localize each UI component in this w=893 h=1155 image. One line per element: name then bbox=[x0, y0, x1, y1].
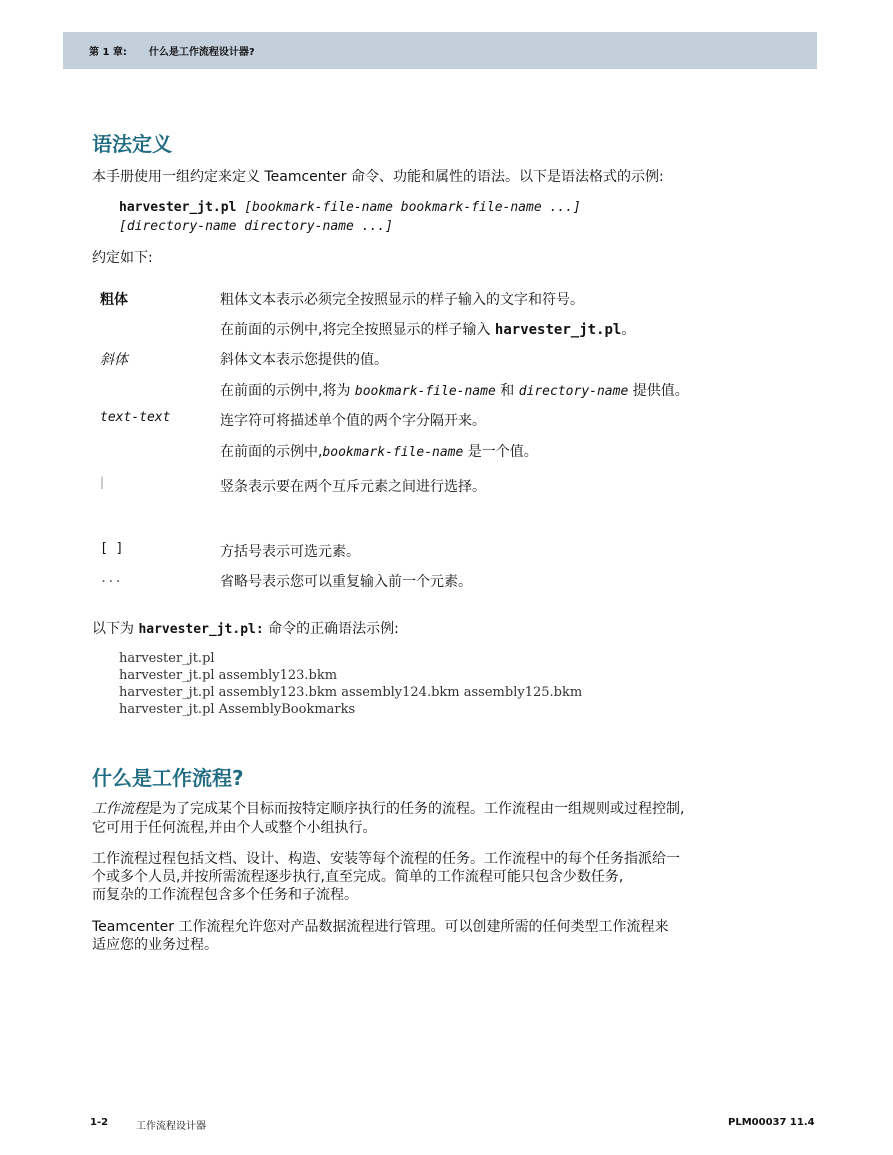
workflow-paragraph-3-line2: 适应您的业务过程。 bbox=[92, 937, 218, 953]
code-line: harvester_jt.pl assembly123.bkm assembly124.bkm assembly125.bkm bbox=[119, 685, 583, 700]
section-heading-syntax: 语法定义 bbox=[92, 132, 172, 156]
example-code: harvester_jt.pl bbox=[494, 322, 622, 338]
workflow-paragraph-1-line1 bbox=[92, 801, 684, 818]
convention-example-italic bbox=[220, 380, 689, 400]
example-code: directory-name bbox=[518, 384, 629, 399]
chapter-header-bar bbox=[63, 32, 817, 69]
convention-example-hyphen bbox=[220, 441, 538, 461]
example-text: 是一个值。 bbox=[463, 444, 538, 460]
code-line: harvester_jt.pl bbox=[119, 651, 215, 666]
workflow-paragraph-2-line2: 个或多个人员,并按所需流程逐步执行,直至完成。简单的工作流程可能只包含少数任务, bbox=[92, 869, 624, 885]
workflow-paragraph-1-line2: 它可用于任何流程,并由个人或整个小组执行。 bbox=[92, 820, 377, 836]
footer-doc-title: 工作流程设计器 bbox=[136, 1121, 206, 1132]
intro-paragraph: 本手册使用一组约定来定义 Teamcenter 命令、功能和属性的语法。以下是语法格式的示例: bbox=[92, 169, 664, 185]
convention-term-ellipsis: ... bbox=[100, 571, 122, 585]
example-intro-text: 命令的正确语法示例: bbox=[263, 621, 399, 637]
convention-desc-brackets: 方括号表示可选元素。 bbox=[220, 544, 360, 560]
example-text: 。 bbox=[621, 322, 636, 338]
example-text: 和 bbox=[495, 383, 519, 399]
convention-term-italic: 斜体 bbox=[100, 352, 128, 368]
example-text: 在前面的示例中,将完全按照显示的样子输入 bbox=[220, 322, 495, 338]
convention-term-pipe: | bbox=[100, 475, 105, 489]
workflow-term: 工作流程 bbox=[92, 801, 148, 817]
syntax-command: harvester_jt.pl bbox=[119, 200, 237, 215]
workflow-paragraph-3-line1: Teamcenter 工作流程允许您对产品数据流程进行管理。可以创建所需的任何类型工作流程来 bbox=[92, 919, 669, 935]
code-line: harvester_jt.pl AssemblyBookmarks bbox=[119, 702, 356, 717]
convention-desc-bold: 粗体文本表示必须完全按照显示的样子输入的文字和符号。 bbox=[220, 292, 584, 308]
convention-term-bold: 粗体 bbox=[100, 292, 128, 308]
paragraph-text: 是为了完成某个目标而按特定顺序执行的任务的流程。工作流程由一组规则或过程控制, bbox=[148, 801, 685, 817]
example-intro-text: 以下为 bbox=[92, 621, 139, 637]
workflow-paragraph-2-line3: 而复杂的工作流程包含多个任务和子流程。 bbox=[92, 887, 358, 903]
convention-desc-pipe: 竖条表示要在两个互斥元素之间进行选择。 bbox=[220, 479, 486, 495]
example-text: 在前面的示例中,将为 bbox=[220, 383, 355, 399]
workflow-paragraph-2-line1: 工作流程过程包括文档、设计、构造、安装等每个流程的任务。工作流程中的每个任务指派给一 bbox=[92, 851, 680, 867]
convention-desc-ellipsis: 省略号表示您可以重复输入前一个元素。 bbox=[220, 574, 472, 590]
syntax-example-line2: [directory-name directory-name ...] bbox=[119, 219, 393, 234]
convention-term-hyphen: text-text bbox=[100, 410, 171, 425]
convention-desc-italic: 斜体文本表示您提供的值。 bbox=[220, 352, 388, 368]
example-intro bbox=[92, 621, 399, 638]
chapter-header bbox=[89, 43, 277, 58]
example-text: 在前面的示例中, bbox=[220, 444, 323, 460]
example-code: bookmark-file-name bbox=[354, 384, 496, 399]
example-code: bookmark-file-name bbox=[322, 445, 464, 460]
syntax-example-line1 bbox=[119, 199, 581, 216]
footer-page-number: 1-2 bbox=[90, 1117, 109, 1128]
example-text: 提供值。 bbox=[628, 383, 689, 399]
convention-desc-hyphen: 连字符可将描述单个值的两个字分隔开来。 bbox=[220, 413, 486, 429]
footer-doc-id: PLM00037 11.4 bbox=[728, 1117, 815, 1128]
convention-term-brackets: [ ] bbox=[100, 541, 124, 556]
chapter-number: 第 1 章: bbox=[89, 47, 127, 58]
convention-example-bold bbox=[220, 319, 635, 339]
conventions-intro: 约定如下: bbox=[92, 250, 153, 266]
code-line: harvester_jt.pl assembly123.bkm bbox=[119, 668, 338, 683]
syntax-args: [bookmark-file-name bookmark-file-name ...] bbox=[244, 200, 581, 215]
section-heading-workflow: 什么是工作流程? bbox=[92, 766, 244, 790]
chapter-title: 什么是工作流程设计器? bbox=[148, 47, 255, 58]
example-intro-command: harvester_jt.pl: bbox=[138, 622, 264, 637]
